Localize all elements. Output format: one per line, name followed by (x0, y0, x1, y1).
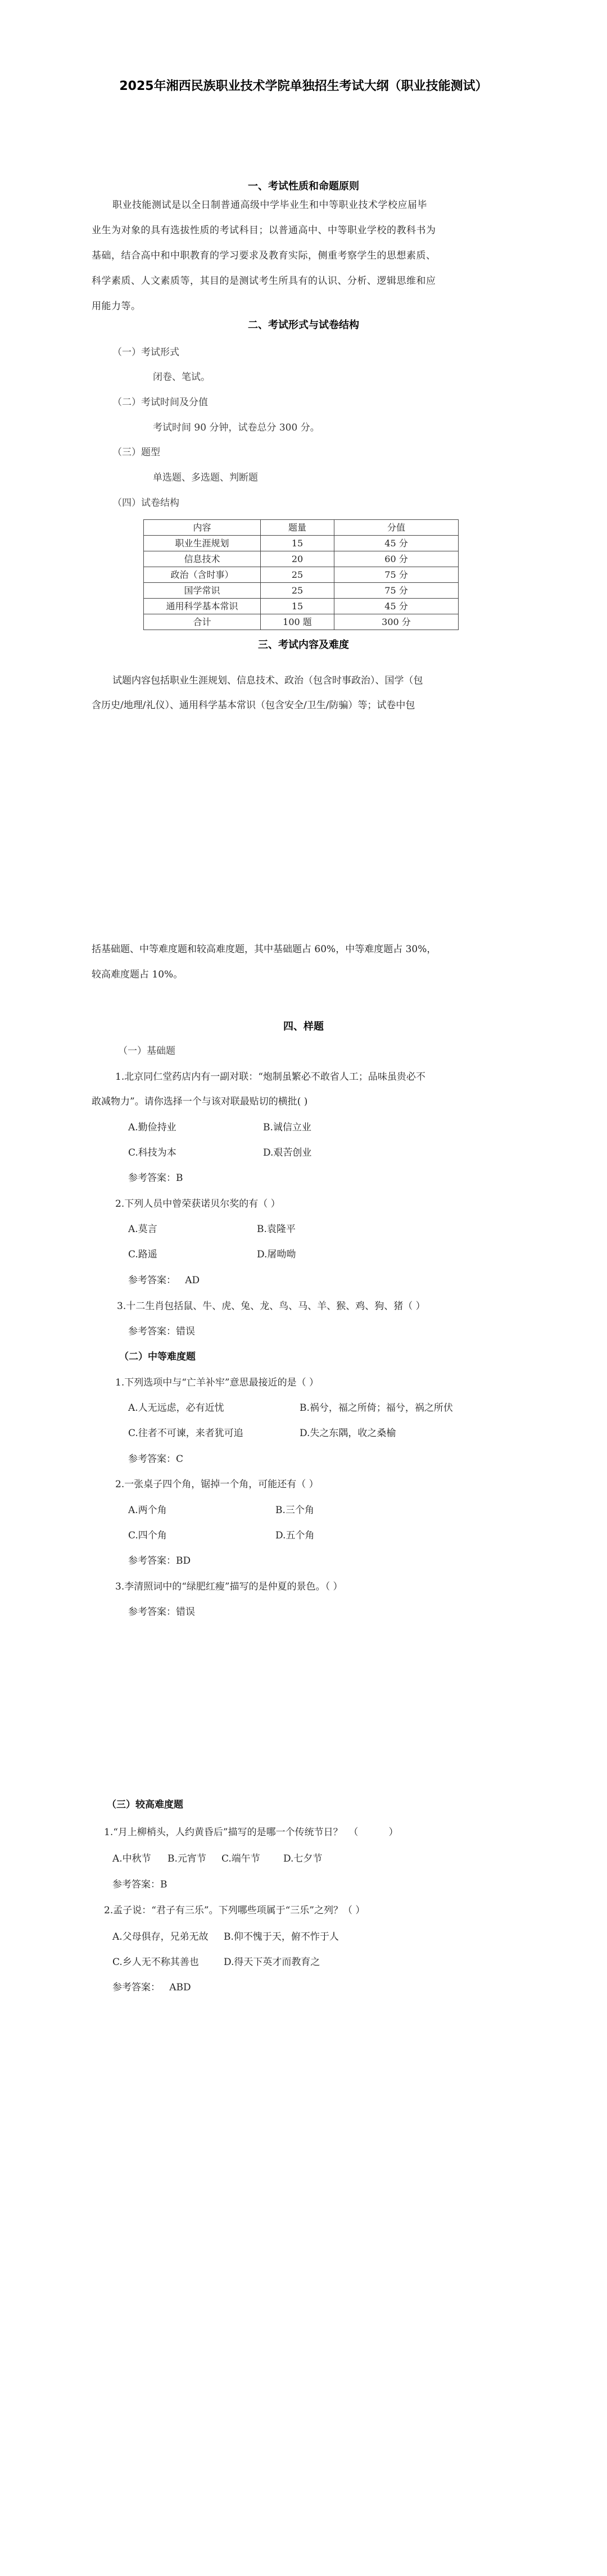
option-a: A.莫言 (128, 1224, 157, 1235)
option-a: A.两个角 (128, 1505, 167, 1516)
question-text: 3.李清照词中的“绿肥红瘦”描写的是仲夏的景色。（ ） (115, 1581, 343, 1592)
question-text: 1.北京同仁堂药店内有一副对联：“炮制虽繁必不敢省人工；品味虽贵必不 (115, 1071, 425, 1083)
table-cell: 国学常识 (144, 583, 261, 599)
option-c: C.四个角 (128, 1530, 167, 1541)
table-row (144, 583, 459, 599)
table-row (144, 551, 459, 567)
answer-text: 参考答案：错误 (128, 1326, 195, 1337)
subsection-label-hard: （三）较高难度题 (107, 1799, 183, 1810)
option-c: C.路遥 (128, 1249, 157, 1260)
option-a: A.人无远虑，必有近忧 (128, 1402, 224, 1414)
paragraph-line: 职业技能测试是以全日制普通高级中学毕业生和中等职业技术学校应届毕 (112, 200, 427, 211)
option-c: C.科技为本 (128, 1147, 176, 1158)
paragraph-line: 用能力等。 (92, 301, 141, 312)
question-text: 1.“月上柳梢头，人约黄昏后”描写的是哪一个传统节日？ （ ） (104, 1827, 398, 1838)
option-a: A.勤俭持业 (128, 1122, 176, 1133)
subsection-label: （一）考试形式 (112, 347, 179, 358)
question-text: 2.下列人员中曾荣获诺贝尔奖的有（ ） (115, 1198, 280, 1210)
document-title: 2025年湘西民族职业技术学院单独招生考试大纲（职业技能测试） (119, 79, 488, 93)
question-text: 1.下列选项中与“亡羊补牢”意思最接近的是（ ） (115, 1377, 319, 1388)
table-cell: 75 分 (334, 567, 459, 583)
option-d: D.七夕节 (283, 1853, 323, 1864)
option-b: B.祸兮，福之所倚；福兮，祸之所伏 (300, 1402, 453, 1414)
option-b: B.元宵节 (167, 1853, 206, 1864)
option-b: B.诚信立业 (263, 1122, 311, 1133)
table-cell: 20 (261, 551, 334, 567)
answer-text: 参考答案： AD (128, 1275, 200, 1286)
section-heading-2: 二、考试形式与试卷结构 (248, 319, 359, 331)
subsection-label: （三）题型 (112, 447, 160, 458)
table-cell: 60 分 (334, 551, 459, 567)
table-cell: 合计 (144, 614, 261, 630)
table-cell: 300 分 (334, 614, 459, 630)
paragraph-line: 基础，结合高中和中职教育的学习要求及教育实际，侧重考察学生的思想素质、 (92, 250, 436, 261)
table-cell: 75 分 (334, 583, 459, 599)
section-heading-3: 三、考试内容及难度 (258, 639, 349, 651)
table-header-row (144, 520, 459, 536)
answer-text: 参考答案：B (128, 1172, 183, 1184)
table-cell: 政治（含时事） (144, 567, 261, 583)
option-d: D.失之东隅，收之桑榆 (300, 1428, 396, 1439)
table-cell: 信息技术 (144, 551, 261, 567)
paragraph-line: 试题内容包括职业生涯规划、信息技术、政治（包含时事政治）、国学（包 (112, 675, 423, 686)
table-row (144, 567, 459, 583)
option-a: A.中秋节 (112, 1853, 151, 1864)
table-cell: 25 (261, 583, 334, 599)
option-b: B.袁隆平 (257, 1224, 296, 1235)
table-header: 内容 (144, 520, 261, 536)
option-b: B.仰不愧于天，俯不怍于人 (224, 1931, 339, 1943)
option-d: D.屠呦呦 (257, 1249, 296, 1260)
exam-structure-table (143, 519, 459, 630)
table-cell: 通用科学基本常识 (144, 599, 261, 614)
subsection-label-basic: （一）基础题 (118, 1045, 175, 1057)
table-cell: 45 分 (334, 536, 459, 551)
answer-text: 参考答案：B (112, 1879, 167, 1890)
subsection-label: （四）试卷结构 (112, 497, 179, 509)
option-d: D.五个角 (275, 1530, 315, 1541)
answer-text: 参考答案： ABD (112, 1982, 191, 1993)
paragraph-line: 科学素质、人文素质等，其目的是测试考生所具有的认识、分析、逻辑思维和应 (92, 275, 436, 287)
table-row-total (144, 614, 459, 630)
table-cell: 15 (261, 536, 334, 551)
subsection-label-medium: （二）中等难度题 (119, 1351, 196, 1362)
subsection-content: 单选题、多选题、判断题 (153, 472, 258, 483)
option-c: C.乡人无不称其善也 (112, 1957, 199, 1968)
subsection-content: 考试时间 90 分钟，试卷总分 300 分。 (153, 422, 320, 433)
question-text: 2.孟子说：“君子有三乐”。下列哪些项属于“三乐”之列？（ ） (104, 1905, 365, 1916)
table-row (144, 599, 459, 614)
table-cell: 45 分 (334, 599, 459, 614)
subsection-label: （二）考试时间及分值 (112, 397, 208, 408)
table-row (144, 536, 459, 551)
option-a: A.父母俱存，兄弟无故 (112, 1931, 209, 1943)
answer-text: 参考答案：错误 (128, 1606, 195, 1618)
option-d: D.得天下英才而教育之 (224, 1957, 320, 1968)
answer-text: 参考答案：BD (128, 1555, 191, 1567)
question-text: 3.十二生肖包括鼠、牛、虎、兔、龙、鸟、马、羊、猴、鸡、狗、猪（ ） (117, 1301, 425, 1312)
section-heading-1: 一、考试性质和命题原则 (248, 180, 359, 192)
option-c: C.端午节 (221, 1853, 260, 1864)
table-cell: 职业生涯规划 (144, 536, 261, 551)
paragraph-line: 业生为对象的具有选拔性质的考试科目；以普通高中、中等职业学校的教科书为 (92, 225, 436, 236)
table-cell: 25 (261, 567, 334, 583)
option-c: C.往者不可谏，来者犹可追 (128, 1428, 243, 1439)
table-cell: 100 题 (261, 614, 334, 630)
option-b: B.三个角 (275, 1505, 314, 1516)
paragraph-line: 括基础题、中等难度题和较高难度题，其中基础题占 60%，中等难度题占 30%， (92, 944, 437, 955)
table-cell: 15 (261, 599, 334, 614)
table-header: 分值 (334, 520, 459, 536)
question-text: 敢减物力”。请你选择一个与该对联最贴切的横批( ) (92, 1096, 308, 1107)
paragraph-line: 较高难度题占 10%。 (92, 969, 183, 980)
answer-text: 参考答案：C (128, 1454, 184, 1465)
table-header: 题量 (261, 520, 334, 536)
subsection-content: 闭卷、笔试。 (153, 372, 210, 383)
question-text: 2.一张桌子四个角，锯掉一个角，可能还有（ ） (115, 1479, 319, 1490)
option-d: D.艰苦创业 (263, 1147, 312, 1158)
section-heading-4: 四、样题 (283, 1021, 324, 1033)
paragraph-line: 含历史/地理/礼仪）、通用科学基本常识（包含安全/卫生/防骗）等；试卷中包 (92, 700, 415, 711)
